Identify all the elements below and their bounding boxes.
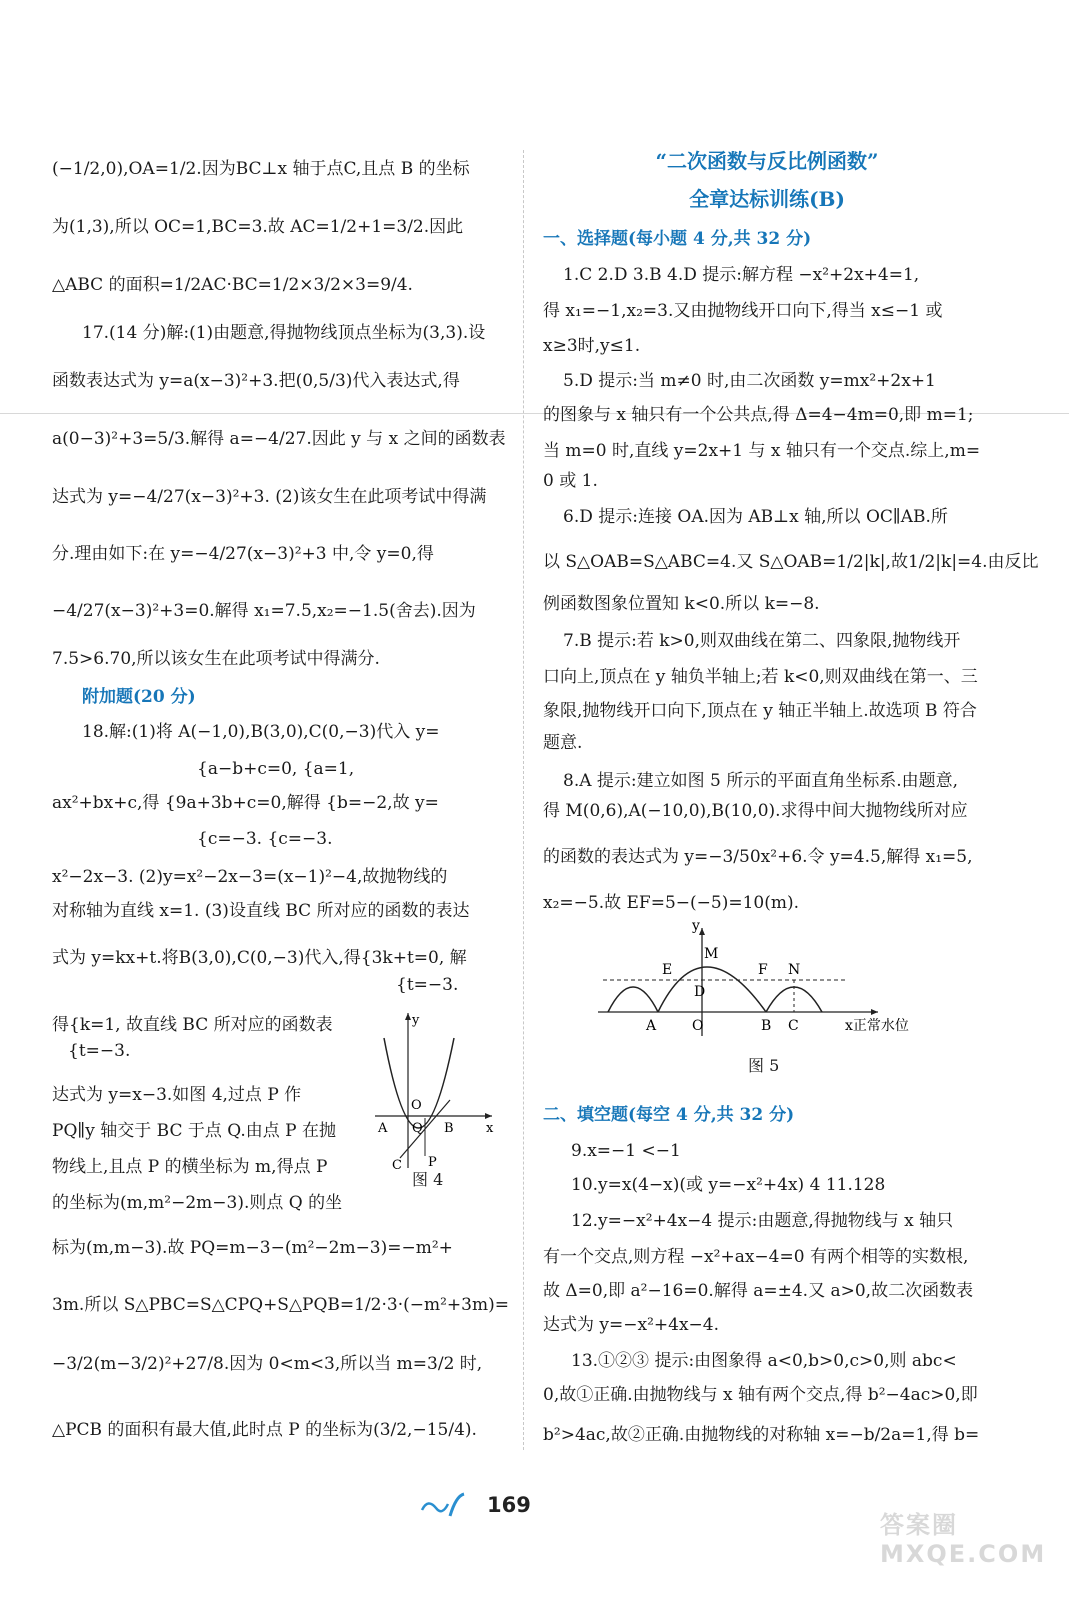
watermark-logo: 答案圈 MXQE.COM (880, 1511, 1047, 1568)
text-line: 物线上,且点 P 的横坐标为 m,得点 P (52, 1157, 328, 1177)
fig4-label: C (392, 1158, 402, 1173)
fig4-label: Q (412, 1121, 423, 1136)
text-line: 的函数的表达式为 y=−3/50x²+6.令 y=4.5,解得 x₁=5, (543, 847, 973, 867)
answer-line: 10.y=x(4−x)(或 y=−x²+4x) 4 11.128 (571, 1175, 886, 1195)
answer-line: 13.①②③ 提示:由图象得 a<0,b>0,c>0,则 abc< (571, 1351, 957, 1371)
answer-line: 8.A 提示:建立如图 5 所示的平面直角坐标系.由题意, (563, 771, 959, 791)
fig5-label: O (692, 1018, 704, 1034)
fig5-label: E (662, 962, 673, 978)
text-line: 0,故①正确.由抛物线与 x 轴有两个交点,得 b²−4ac>0,即 (543, 1385, 978, 1405)
text-line: 得 M(0,6),A(−10,0),B(10,0).求得中间大抛物线所对应 (543, 801, 968, 821)
equation-system-line: {c=−3. {c=−3. (197, 829, 333, 849)
fig5-label: D (694, 984, 706, 1000)
fig5-label: B (761, 1018, 772, 1034)
text-line: 对称轴为直线 x=1. (3)设直线 BC 所对应的函数的表达 (52, 901, 470, 921)
text-line: 口向上,顶点在 y 轴负半轴上;若 k<0,则双曲线在第一、三 (543, 667, 978, 687)
fig4-label: y (412, 1013, 420, 1028)
text-line: 3m.所以 S△PBC=S△CPQ+S△PQB=1/2·3·(−m²+3m)= (52, 1295, 509, 1315)
answer-line: 9.x=−1 <−1 (571, 1141, 681, 1161)
text-line: −3/2(m−3/2)²+27/8.因为 0<m<3,所以当 m=3/2 时, (52, 1354, 483, 1374)
answer-line: 12.y=−x²+4x−4 提示:由题意,得抛物线与 x 轴只 (571, 1211, 954, 1231)
fig5-label: C (788, 1018, 799, 1034)
fig5-label: F (758, 962, 768, 978)
text-line: 的坐标为(m,m²−2m−3).则点 Q 的坐 (52, 1193, 343, 1213)
fig4-label: P (428, 1155, 437, 1170)
text-line: x₂=−5.故 EF=5−(−5)=10(m). (543, 893, 800, 913)
text-line: −4/27(x−3)²+3=0.解得 x₁=7.5,x₂=−1.5(舍去).因为 (52, 601, 476, 621)
text-line: ax²+bx+c,得 {9a+3b+c=0,解得 {b=−2,故 y= (52, 793, 439, 813)
text-line: PQ∥y 轴交于 BC 于点 Q.由点 P 在抛 (52, 1121, 337, 1141)
text-line: 的图象与 x 轴只有一个公共点,得 Δ=4−4m=0,即 m=1; (543, 405, 974, 425)
text-line: x²−2x−3. (2)y=x²−2x−3=(x−1)²−4,故抛物线的 (52, 867, 448, 887)
problem-17-line: 17.(14 分)解:(1)由题意,得抛物线顶点坐标为(3,3).设 (82, 323, 486, 343)
text-line: a(0−3)²+3=5/3.解得 a=−4/27.因此 y 与 x 之间的函数表 (52, 429, 506, 449)
problem-18-line: 18.解:(1)将 A(−1,0),B(3,0),C(0,−3)代入 y= (82, 722, 440, 742)
fig4-label: O (411, 1098, 422, 1113)
decorative-swirl-icon (418, 1492, 468, 1522)
figure-4-parabola (370, 1008, 500, 1178)
text-line: 为(1,3),所以 OC=1,BC=3.故 AC=1/2+1=3/2.因此 (52, 217, 464, 237)
answer-line: 5.D 提示:当 m≠0 时,由二次函数 y=mx²+2x+1 (563, 371, 936, 391)
figure-4-caption: 图 4 (412, 1170, 444, 1189)
test-title: 全章达标训练(B) (689, 187, 845, 211)
equation-system-line: {a−b+c=0, {a=1, (197, 759, 355, 779)
text-line: △PCB 的面积有最大值,此时点 P 的坐标为(3/2,−15/4). (52, 1420, 477, 1440)
text-line: 当 m=0 时,直线 y=2x+1 与 x 轴只有一个交点.综上,m= (543, 441, 981, 461)
fig5-label: M (704, 946, 719, 962)
text-line: 得 x₁=−1,x₂=3.又由抛物线开口向下,得当 x≤−1 或 (543, 301, 943, 321)
text-line: (−1/2,0),OA=1/2.因为BC⊥x 轴于点C,且点 B 的坐标 (52, 159, 470, 179)
fig4-label: x (486, 1121, 494, 1136)
text-line: 得{k=1, 故直线 BC 所对应的函数表 (52, 1015, 333, 1035)
equation-system-line: {t=−3. (68, 1041, 131, 1061)
chapter-title: “二次函数与反比例函数” (655, 149, 879, 173)
text-line: 7.5>6.70,所以该女生在此项考试中得满分. (52, 649, 380, 669)
page-number: 169 (487, 1493, 531, 1517)
text-line: b²>4ac,故②正确.由抛物线的对称轴 x=−b/2a=1,得 b= (543, 1425, 980, 1445)
text-line: 分.理由如下:在 y=−4/27(x−3)²+3 中,令 y=0,得 (52, 544, 434, 564)
text-line: 例函数图象位置知 k<0.所以 k=−8. (543, 594, 820, 614)
text-line: 达式为 y=−4/27(x−3)²+3. (2)该女生在此项考试中得满 (52, 487, 487, 507)
figure-5-bridge (598, 918, 988, 1038)
equation-system-line: {t=−3. (396, 975, 459, 995)
text-line: 达式为 y=x−3.如图 4,过点 P 作 (52, 1085, 302, 1105)
text-line: 题意. (543, 733, 583, 753)
text-line: 函数表达式为 y=a(x−3)²+3.把(0,5/3)代入表达式,得 (52, 371, 460, 391)
section-heading-choice: 一、选择题(每小题 4 分,共 32 分) (543, 229, 812, 249)
fig5-label: A (646, 1018, 657, 1034)
bonus-section-heading: 附加题(20 分) (82, 687, 196, 707)
fig5-label: N (788, 962, 801, 978)
fig5-label: x正常水位 (845, 1018, 909, 1034)
text-line: 象限,抛物线开口向下,顶点在 y 轴正半轴上.故选项 B 符合 (543, 701, 977, 721)
text-line: 有一个交点,则方程 −x²+ax−4=0 有两个相等的实数根, (543, 1247, 969, 1267)
text-line: 达式为 y=−x²+4x−4. (543, 1315, 720, 1335)
text-line: x≥3时,y≤1. (543, 336, 641, 356)
fig4-label: A (378, 1121, 388, 1136)
answer-line: 1.C 2.D 3.B 4.D 提示:解方程 −x²+2x+4=1, (563, 265, 920, 285)
answer-line: 6.D 提示:连接 OA.因为 AB⊥x 轴,所以 OC∥AB.所 (563, 507, 948, 527)
answer-line: 7.B 提示:若 k>0,则双曲线在第二、四象限,抛物线开 (563, 631, 961, 651)
figure-5-caption: 图 5 (748, 1056, 780, 1075)
section-heading-fill: 二、填空题(每空 4 分,共 32 分) (543, 1105, 795, 1125)
text-line: △ABC 的面积=1/2AC·BC=1/2×3/2×3=9/4. (52, 275, 413, 295)
text-line: 0 或 1. (543, 471, 598, 491)
text-line: 故 Δ=0,即 a²−16=0.解得 a=±4.又 a>0,故二次函数表 (543, 1281, 974, 1301)
fig5-label: y (692, 918, 700, 934)
text-line: 以 S△OAB=S△ABC=4.又 S△OAB=1/2|k|,故1/2|k|=4.由反比 (543, 552, 1039, 572)
column-divider (523, 150, 524, 1450)
fig4-label: B (444, 1121, 454, 1136)
text-line: 标为(m,m−3).故 PQ=m−3−(m²−2m−3)=−m²+ (52, 1238, 453, 1258)
text-line: 式为 y=kx+t.将B(3,0),C(0,−3)代入,得{3k+t=0, 解 (52, 948, 467, 968)
